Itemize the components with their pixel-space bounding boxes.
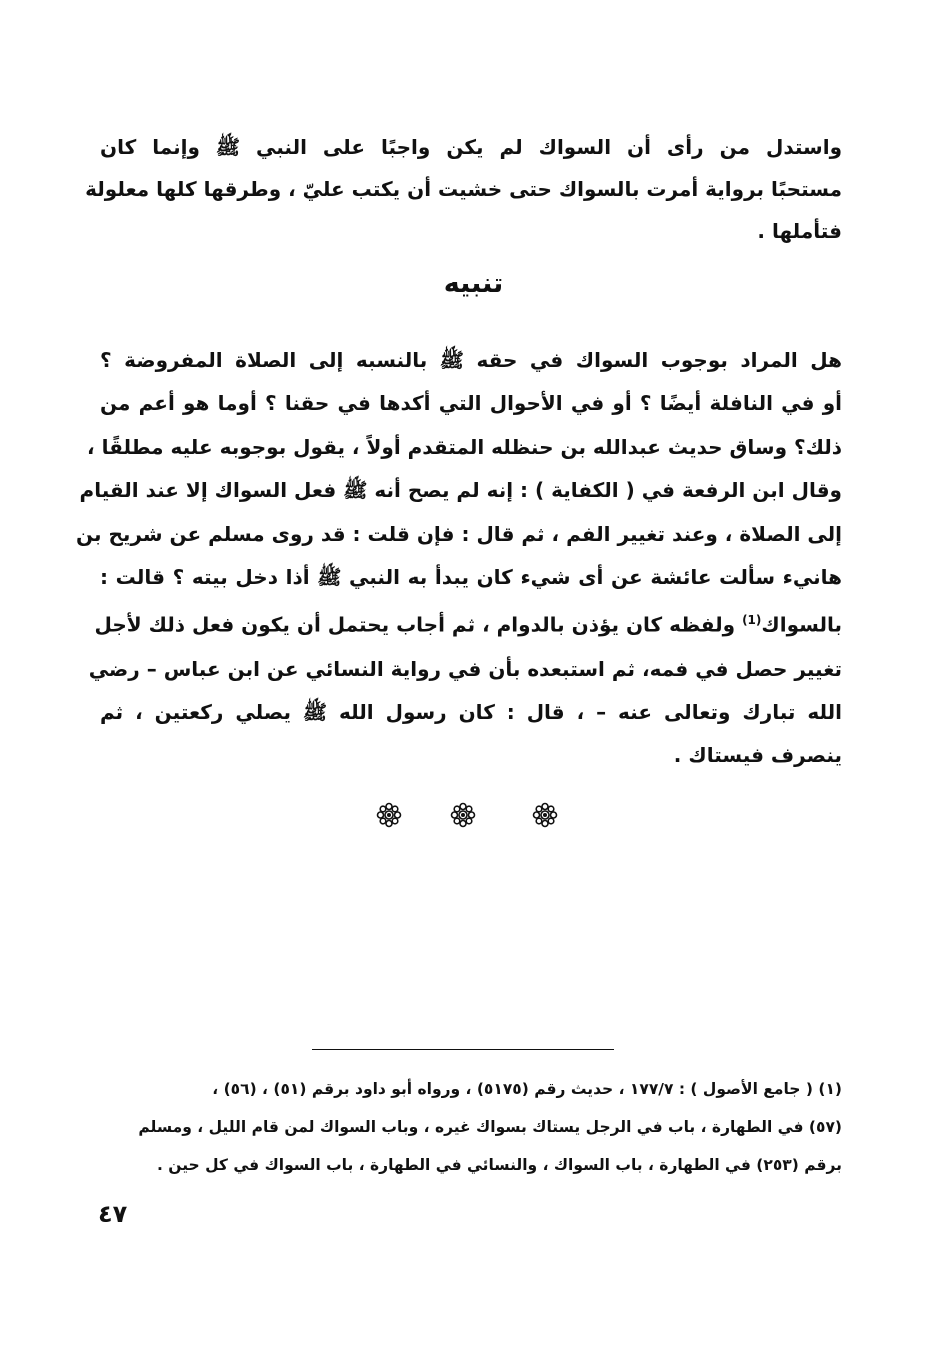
footnote-line: برقم (٢٥٣) في الطهارة ، باب السواك ، والنسائي في الطهارة ، باب السواك في كل حين . xyxy=(156,1156,842,1174)
rosette-ornament-icon xyxy=(374,800,404,830)
footnote xyxy=(98,1070,842,1184)
text-line: فتأملها . xyxy=(757,219,842,243)
paragraph-siwak-opinion xyxy=(85,126,842,252)
text-line: هانيء سألت عائشة عن أى شيء كان يبدأ به النبي ﷺ أذا دخل بيته ؟ قالت : xyxy=(100,565,842,590)
text-line: ينصرف فيستاك . xyxy=(673,743,842,768)
rosette-ornament-icon xyxy=(448,800,478,830)
text-line: وقال ابن الرفعة في ( الكفاية ) : إنه لم يصح أنه ﷺ فعل السواك إلا عند القيام xyxy=(79,478,842,503)
footnote-separator xyxy=(312,1049,614,1050)
text-line: واستدل من رأى أن السواك لم يكن واجبًا على النبي ﷺ وإنما كان xyxy=(100,135,842,159)
text-fragment: ولفظه كان يؤذن بالدوام ، ثم أجاب يحتمل أن يكون فعل ذلك لأجل xyxy=(94,613,736,638)
text-line: إلى الصلاة ، وعند تغيير الفم ، ثم قال : فإن قلت : قد روى مسلم عن شريح بن xyxy=(76,521,842,546)
text-fragment: بالسواك xyxy=(761,613,842,638)
footnote-line: (٥٧) في الطهارة ، باب في الرجل يستاك بسواك غيره ، وباب السواك لمن قام الليل ، ومسلم xyxy=(138,1118,842,1136)
text-line: تغيير حصل في فمه، ثم استبعده بأن في رواية النسائي عن ابن عباس – رضي xyxy=(88,656,842,681)
text-line: أو في النافلة أيضًا ؟ أو في الأحوال التي أكدها في حقنا ؟ أوما هو أعم من xyxy=(100,391,842,416)
rosette-ornament-icon xyxy=(530,800,560,830)
footnote-line: (١) ( جامع الأصول ) : ١٧٧/٧ ، حديث رقم (٥١٧٥) ، ورواه أبو داود برقم (٥١) ، (٥٦) ، xyxy=(212,1080,842,1098)
section-divider-ornaments xyxy=(0,800,947,836)
footnote-marker: (1) xyxy=(742,613,762,628)
text-line: ذلك؟ وساق حديث عبدالله بن حنظله المتقدم أولاً ، يقول بوجوبه عليه مطلقًا ، xyxy=(87,434,842,459)
page-number: ٤٧ xyxy=(98,1200,128,1228)
paragraph-notice xyxy=(76,339,842,778)
section-heading: تنبيه xyxy=(443,268,504,299)
text-line: الله تبارك وتعالى عنه – ، قال : كان رسول الله ﷺ يصلي ركعتين ، ثم xyxy=(100,699,842,724)
text-line: مستحبًا برواية أمرت بالسواك حتى خشيت أن يكتب عليّ ، وطرقها كلها معلولة xyxy=(85,177,842,201)
text-line-with-footnote xyxy=(94,599,842,647)
text-line: هل المراد بوجوب السواك في حقه ﷺ بالنسبه إلى الصلاة المفروضة ؟ xyxy=(100,348,842,372)
